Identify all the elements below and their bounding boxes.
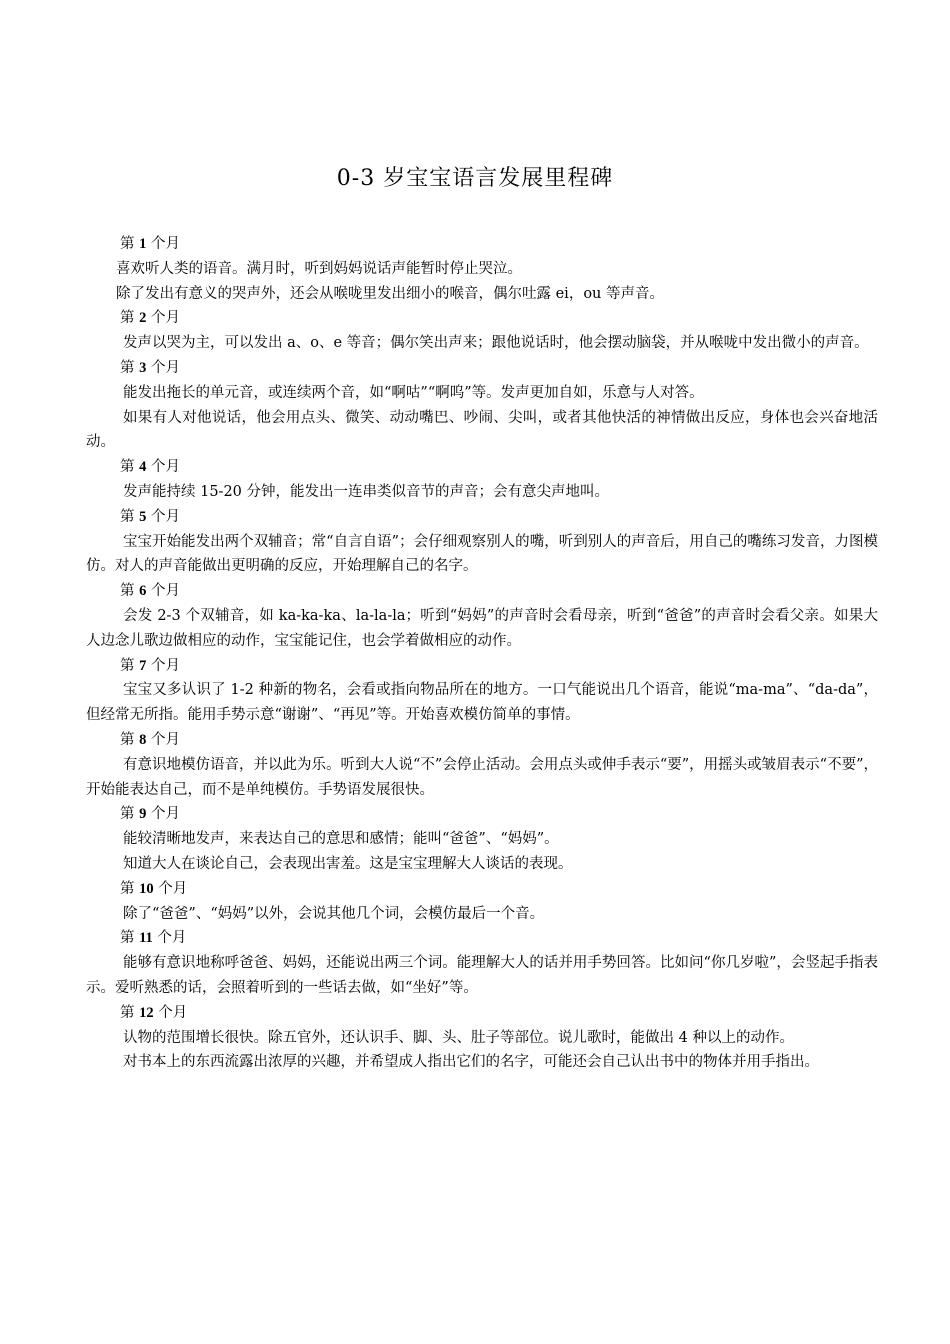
- paragraph: 宝宝开始能发出两个双辅音；常“自言自语”；会仔细观察别人的嘴，听到别人的声音后，用自己的嘴练习发音，力图模仿。对人的声音能做出更明确的反应，开始理解自己的名字。: [86, 533, 878, 575]
- paragraph: 知道大人在谈论自己，会表现出害羞。这是宝宝理解大人谈话的表现。: [123, 855, 573, 872]
- paragraph: 能够有意识地称呼爸爸、妈妈，还能说出两三个词。能理解大人的话并用手势回答。比如问“你几岁啦”，会竖起手指表示。爱听熟悉的话，会照着听到的一些话去做，如“坐好”等。: [86, 955, 878, 996]
- month-number: 11: [139, 930, 153, 947]
- month-heading: 第 12 个月: [120, 1004, 188, 1021]
- month-number: 4: [139, 459, 147, 476]
- month-heading: 第 7 个月: [120, 657, 180, 674]
- month-number: 8: [139, 731, 147, 748]
- month-heading: 第 3 个月: [120, 359, 180, 376]
- month-number: 5: [139, 508, 147, 525]
- month-number: 1: [139, 236, 147, 252]
- month-heading: 第 9 个月: [120, 806, 180, 823]
- paragraph: 除了发出有意义的哭声外，还会从喉咙里发出细小的喉音，偶尔吐露 ei，ou 等声音。: [116, 285, 665, 302]
- month-number: 12: [139, 1004, 154, 1021]
- paragraph: 对书本上的东西流露出浓厚的兴趣，并希望成人指出它们的名字，可能还会自己认出书中的物体并用手指出。: [123, 1054, 819, 1071]
- month-number: 10: [139, 880, 154, 897]
- month-heading: 第 4 个月: [120, 459, 180, 476]
- month-number: 3: [139, 359, 147, 376]
- paragraph: 有意识地模仿语音，并以此为乐。听到大人说“不”会停止活动。会用点头或伸手表示“要”，用摇头或皱眉表示“不要”，开始能表达自己，而不是单纯模仿。手势语发展很快。: [86, 756, 878, 798]
- paragraph: 除了“爸爸”、“妈妈”以外，会说其他几个词，会模仿最后一个音。: [123, 905, 545, 922]
- paragraph: 如果有人对他说话，他会用点头、微笑、动动嘴巴、吵闹、尖叫，或者其他快活的神情做出反应，身体也会兴奋地活动。: [86, 409, 878, 451]
- month-heading: 第 2 个月: [120, 310, 180, 327]
- paragraph: 宝宝又多认识了 1-2 种新的物名，会看或指向物品所在的地方。一口气能说出几个语音，能说“ma-ma”、“da-da”，但经常无所指。能用手势示意“谢谢”、“再见”等。开始喜欢模仿简单的事情。: [86, 682, 878, 724]
- month-heading: 第 8 个月: [120, 731, 180, 748]
- paragraph: 能较清晰地发声，来表达自己的意思和感情；能叫“爸爸”、“妈妈”。: [123, 831, 559, 848]
- paragraph: 发声能持续 15-20 分钟，能发出一连串类似音节的声音；会有意尖声地叫。: [123, 483, 610, 500]
- month-heading: 第 6 个月: [120, 583, 180, 600]
- paragraph: 会发 2-3 个双辅音，如 ka-ka-ka、la-la-la；听到“妈妈”的声音时会看母亲，听到“爸爸”的声音时会看父亲。如果大人边念儿歌边做相应的动作，宝宝能记住，也会学着做相应的动作。: [86, 607, 878, 649]
- month-heading: 第 10 个月: [120, 880, 188, 897]
- month-number: 6: [139, 583, 147, 600]
- month-number: 2: [139, 310, 147, 327]
- month-number: 7: [139, 657, 147, 674]
- document-title: 0-3 岁宝宝语言发展里程碑: [336, 166, 614, 191]
- month-number: 9: [139, 806, 147, 823]
- paragraph: 能发出拖长的单元音，或连续两个音，如“啊咕”“啊呜”等。发声更加自如，乐意与人对答。: [123, 384, 704, 401]
- month-heading: 第 5 个月: [120, 508, 180, 525]
- month-heading: 第 1 个月: [120, 236, 180, 252]
- paragraph: 发声以哭为主，可以发出 a、o、e 等音；偶尔笑出声来；跟他说话时，他会摆动脑袋，并从喉咙中发出微小的声音。: [123, 335, 869, 352]
- month-heading: 第 11 个月: [120, 930, 187, 947]
- paragraph: 喜欢听人类的语音。满月时，听到妈妈说话声能暂时停止哭泣。: [116, 260, 522, 277]
- paragraph: 认物的范围增长很快。除五官外，还认识手、脚、头、肚子等部位。说儿歌时，能做出 4 种以上的动作。: [123, 1029, 794, 1046]
- document-body: [86, 232, 878, 1075]
